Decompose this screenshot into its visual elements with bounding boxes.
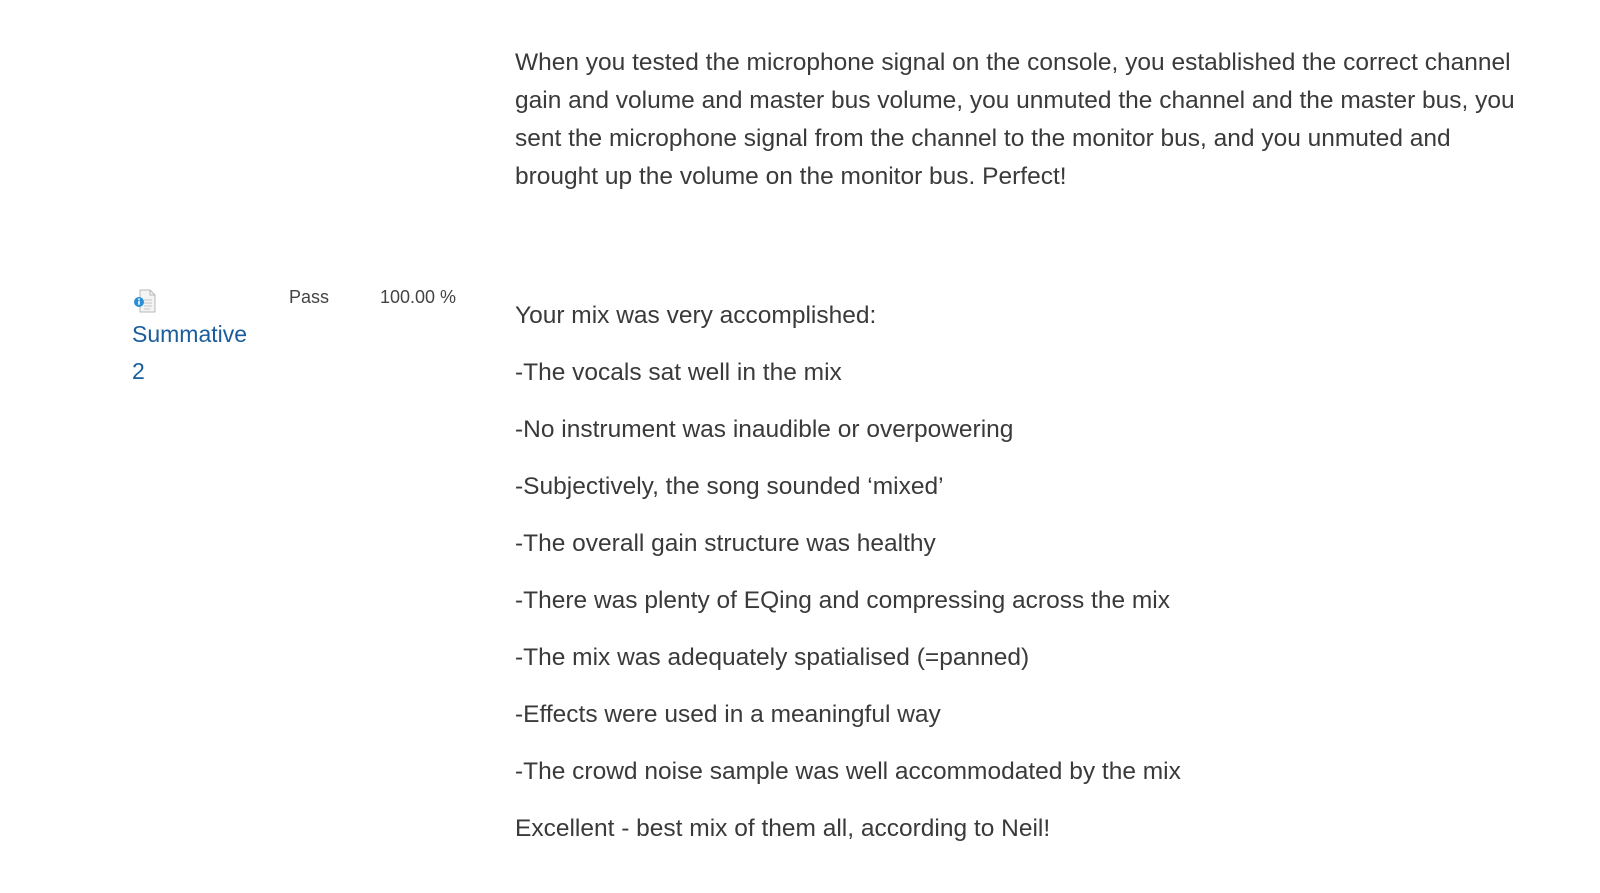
feedback-line: -The overall gain structure was healthy (515, 530, 936, 557)
feedback-line: -Subjectively, the song sounded ‘mixed’ (515, 473, 944, 500)
quiz-document-icon[interactable] (132, 288, 158, 314)
feedback-block (515, 300, 1515, 870)
feedback-line: -Effects were used in a meaningful way (515, 701, 941, 728)
previous-feedback-text: When you tested the microphone signal on the console, you established the correct channel gain and volume and master bus volume, you unmuted the channel and the master bus, you sent the microphone signal from the channel to the monitor bus, and you unmuted and brought up the volume on the monitor bus. Perfect! (515, 49, 1515, 190)
feedback-line: Your mix was very accomplished: (515, 302, 877, 329)
activity-link-summative-2[interactable]: Summative 2 (132, 321, 248, 384)
feedback-line: -There was plenty of EQing and compressing across the mix (515, 587, 1170, 614)
feedback-line: -The crowd noise sample was well accommodated by the mix (515, 758, 1181, 785)
feedback-line: -The vocals sat well in the mix (515, 359, 842, 386)
grade-percentage: 100.00 % (380, 287, 457, 307)
feedback-line: -No instrument was inaudible or overpowering (515, 416, 1014, 443)
feedback-line: -The mix was adequately spatialised (=panned) (515, 644, 1030, 671)
feedback-line: Excellent - best mix of them all, according to Neil! (515, 815, 1051, 842)
grade-status: Pass (289, 287, 330, 307)
